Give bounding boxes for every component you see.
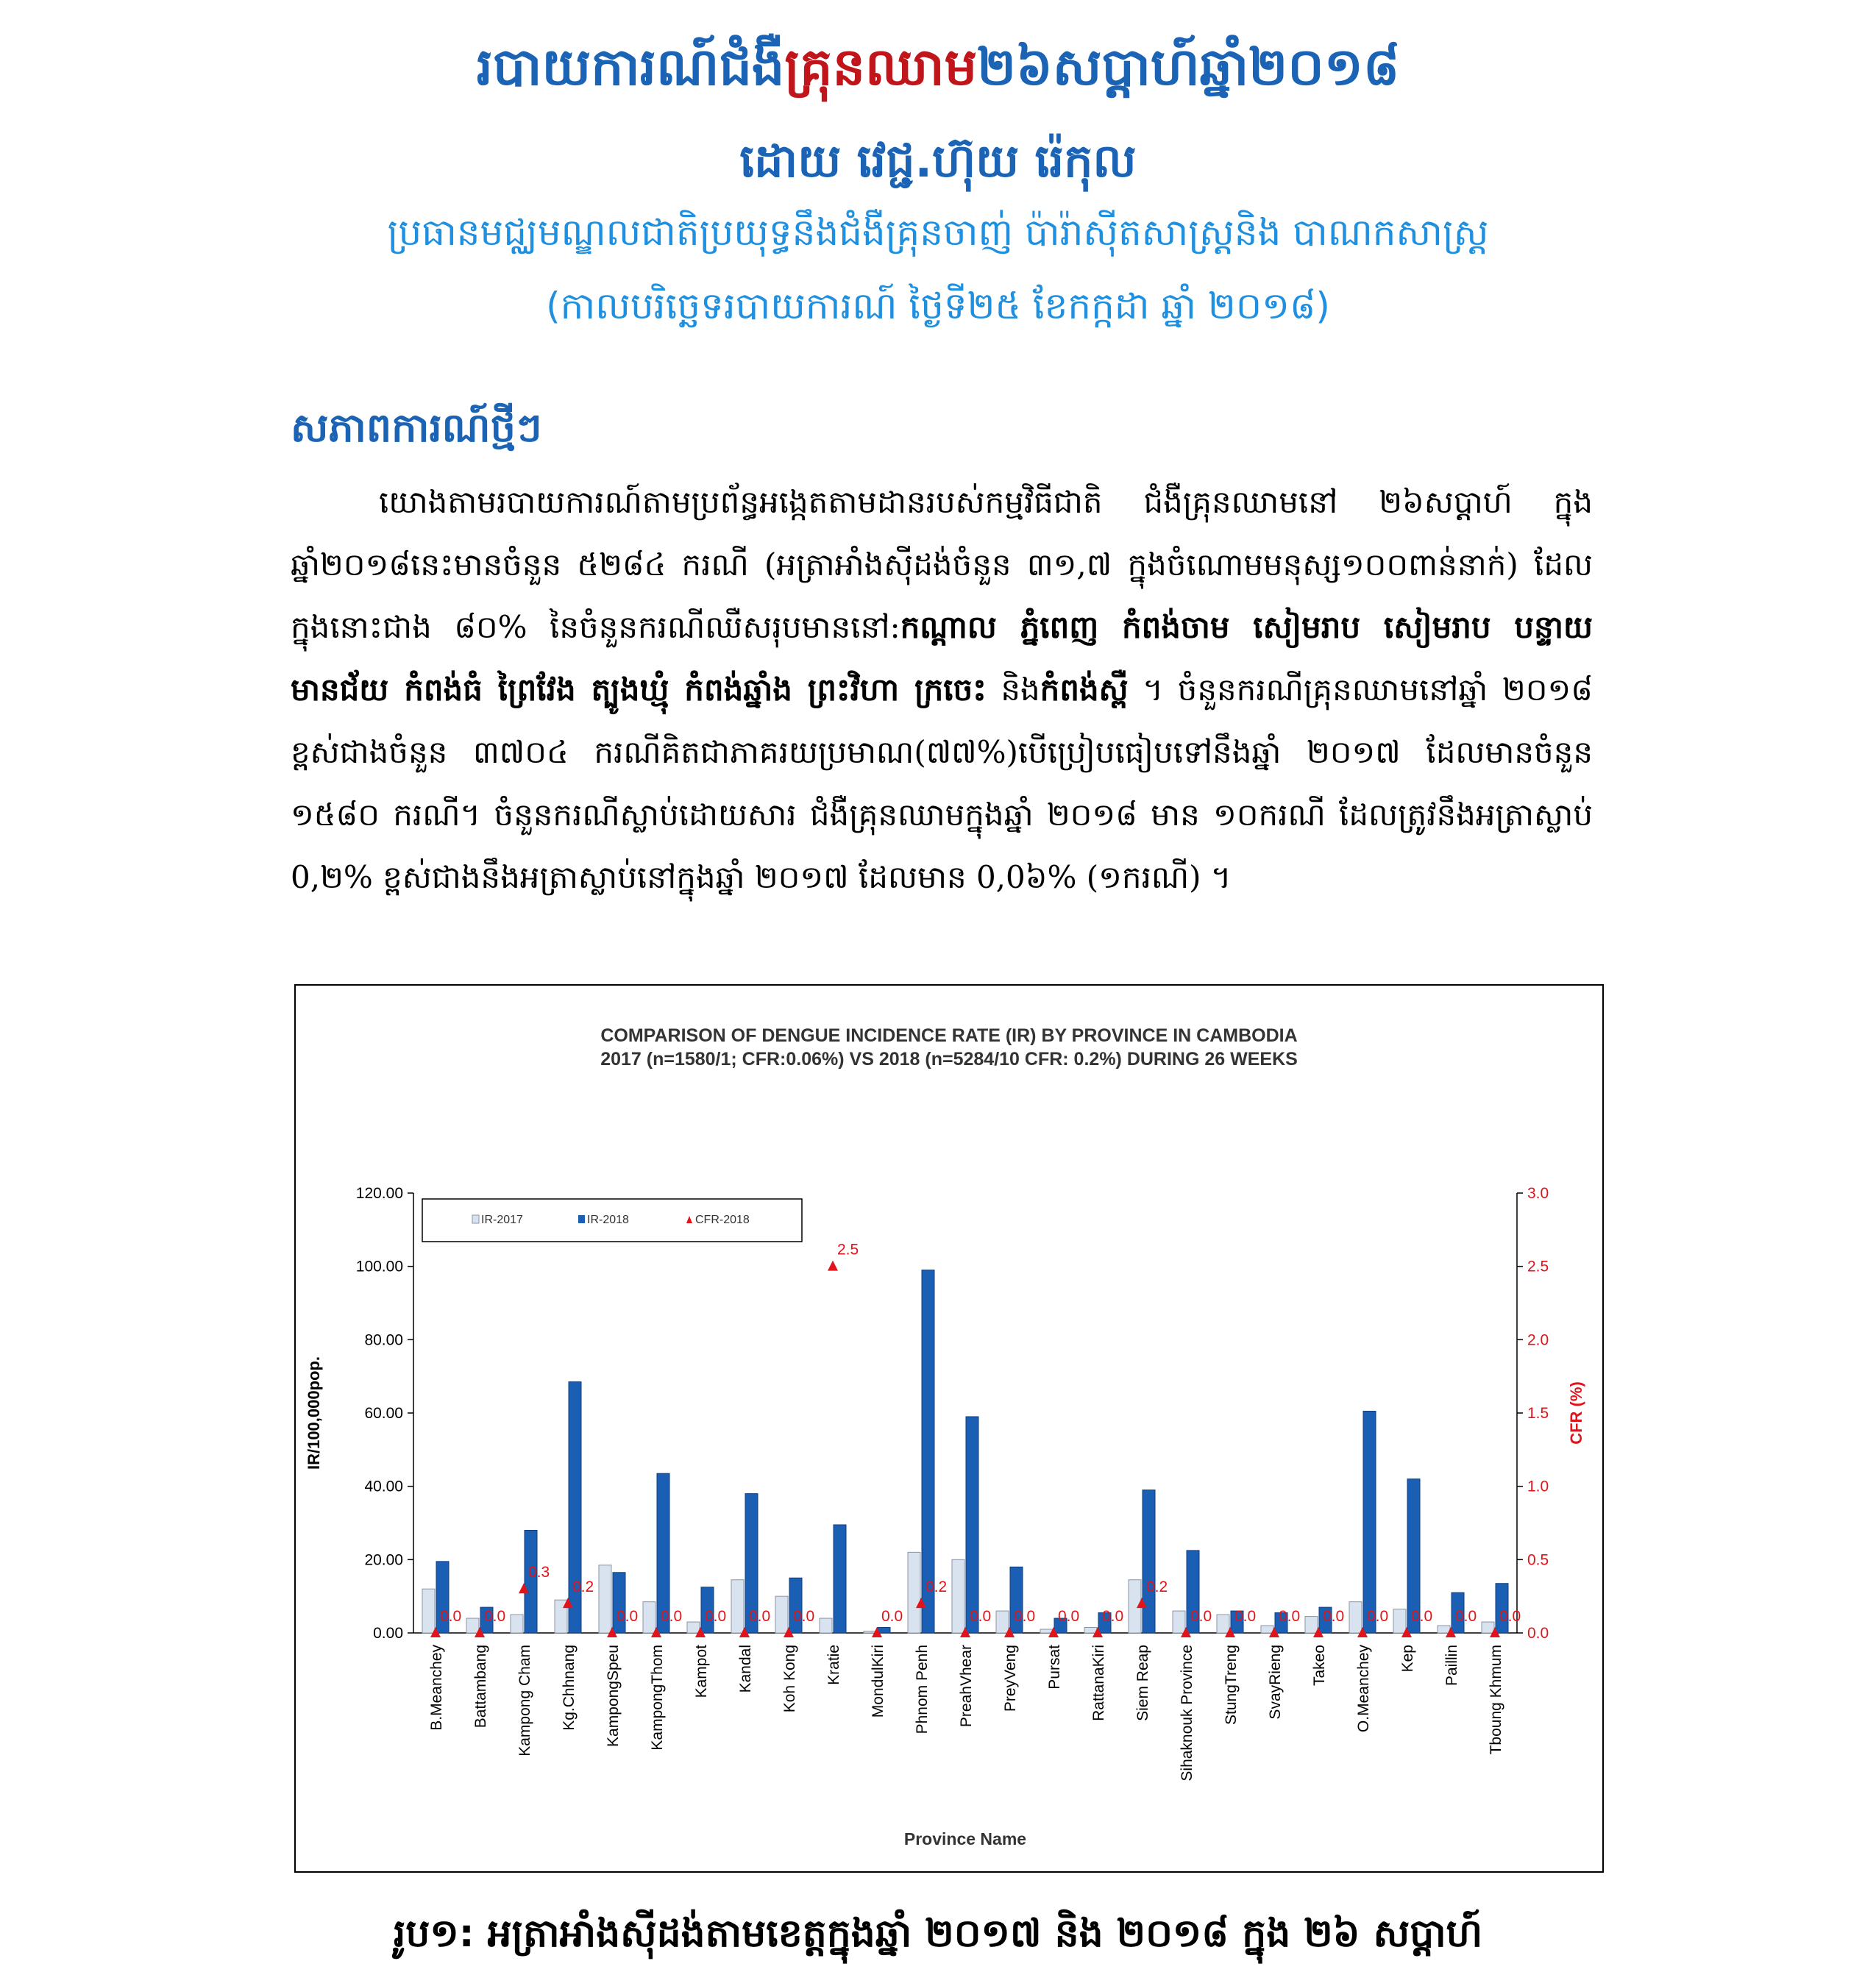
cfr-data-label: 0.0 xyxy=(1323,1608,1345,1625)
x-tick-label: Kg.Chhnang xyxy=(561,1645,578,1731)
x-tick-label: StungTreng xyxy=(1223,1645,1240,1725)
bar-ir-2017 xyxy=(643,1602,655,1633)
cfr-data-label: 0.0 xyxy=(1234,1608,1257,1625)
y2-tick-label: 0.5 xyxy=(1527,1551,1549,1569)
cfr-data-label: 0.0 xyxy=(1279,1608,1301,1625)
x-tick-label: Kep xyxy=(1399,1645,1416,1673)
x-tick-label: Koh Kong xyxy=(781,1645,798,1713)
chart-title-line-1: COMPARISON OF DENGUE INCIDENCE RATE (IR) BY PROVINCE IN CAMBODIA xyxy=(600,1025,1298,1046)
bar-ir-2017 xyxy=(1261,1626,1273,1633)
bar-ir-2017 xyxy=(1084,1628,1097,1633)
cfr-data-label: 0.0 xyxy=(1190,1608,1212,1625)
legend-swatch-ir-2018 xyxy=(578,1215,585,1223)
x-tick-label: Takeo xyxy=(1311,1645,1328,1687)
bar-ir-2017 xyxy=(422,1589,435,1633)
cfr-data-label: 0.0 xyxy=(705,1608,727,1625)
y2-tick-label: 0.0 xyxy=(1527,1625,1549,1642)
cfr-data-label: 0.0 xyxy=(749,1608,771,1625)
cfr-data-label: 0.0 xyxy=(440,1608,462,1625)
y2-tick-label: 1.0 xyxy=(1527,1478,1549,1495)
cfr-data-label: 0.2 xyxy=(1146,1579,1168,1596)
cfr-marker xyxy=(828,1261,838,1271)
bar-ir-2017 xyxy=(952,1559,964,1633)
x-tick-label: Kandal xyxy=(737,1645,754,1693)
report-date: (កាលបរិច្ឆេទរបាយការណ៍ ថ្ងៃទី២៥ ខែកក្កដា ឆ្នាំ ២០១៨) xyxy=(546,285,1330,327)
x-tick-label: KampongThom xyxy=(649,1645,666,1751)
cfr-data-label: 0.0 xyxy=(1411,1608,1433,1625)
x-tick-label: Paillin xyxy=(1443,1645,1460,1687)
x-tick-label: Siem Reap xyxy=(1134,1645,1151,1721)
bar-ir-2017 xyxy=(1173,1611,1185,1633)
legend-label-cfr-2018: CFR-2018 xyxy=(695,1214,750,1226)
body-text-and: និង xyxy=(986,672,1040,708)
chart-title-line-2: 2017 (n=1580/1; CFR:0.06%) VS 2018 (n=5284/10 CFR: 0.2%) DURING 26 WEEKS xyxy=(600,1049,1298,1069)
legend-swatch-ir-2017 xyxy=(472,1215,479,1223)
body-text-2: ។ ចំនួនករណីគ្រុនឈាមនៅឆ្នាំ ២០១៨ ខ្ពស់ជាងចំនួន ៣៧០៤ ករណីគិតជាភាគរយប្រមាណ(៧៧%)បើប្រៀបធៀបទៅនឹងឆ្នាំ ២០១៧ ដែលមានចំនួន ១៥៨០ ករណី។ ចំនួនករណីស្លាប់ដោយសារ ជំងឺគ្រុនឈាមក្នុងឆ្នាំ ២០១៨ មាន ១០ករណី ដែលត្រូវនឹងអត្រាស្លាប់ 0,២% ខ្ពស់ជាងនឹងអត្រាស្លាប់នៅក្នុងឆ្នាំ ២០១៧ ដែលមាន 0,0៦% (១ករណី) ។ xyxy=(291,672,1593,895)
x-tick-label: O.Meanchey xyxy=(1355,1645,1372,1733)
y2-tick-label: 2.5 xyxy=(1527,1258,1549,1275)
cfr-data-label: 0.2 xyxy=(925,1579,948,1596)
cfr-data-label: 0.0 xyxy=(970,1608,992,1625)
cfr-data-label: 0.0 xyxy=(1367,1608,1389,1625)
x-tick-label: Kratie xyxy=(825,1645,842,1685)
y-tick-label: 60.00 xyxy=(364,1405,403,1422)
x-tick-label: PreyVeng xyxy=(1002,1645,1019,1712)
x-tick-label: Kampot xyxy=(693,1645,710,1698)
bar-ir-2017 xyxy=(820,1618,832,1633)
y-tick-label: 40.00 xyxy=(364,1478,403,1495)
y-tick-label: 120.00 xyxy=(355,1185,403,1202)
cfr-data-label: 0.0 xyxy=(484,1608,506,1625)
cfr-data-label: 0.3 xyxy=(528,1564,550,1581)
x-tick-label: KampongSpeu xyxy=(605,1645,622,1747)
y2-tick-label: 1.5 xyxy=(1527,1405,1549,1422)
body-text-provinces: កណ្តាល ភ្នំពេញ កំពង់ចាម សៀមរាប សៀមរាប បន្ទាយមានជ័យ កំពង់ធំ ព្រៃវែង ត្បូងឃ្មុំ កំពង់ឆ្នាំង ព្រះវិហា ក្រចេះ xyxy=(291,609,1593,708)
x-tick-label: MondulKiri xyxy=(870,1645,887,1718)
legend-label-ir-2017: IR-2017 xyxy=(481,1214,523,1226)
x-tick-label: PreahVhear xyxy=(958,1645,975,1728)
bar-ir-2017 xyxy=(1349,1602,1362,1633)
x-tick-label: Pursat xyxy=(1046,1645,1063,1690)
cfr-data-label: 0.0 xyxy=(661,1608,683,1625)
author-position: ប្រធានមជ្ឈមណ្ឌលជាតិប្រយុទ្ធនឹងជំងឺគ្រុនចាញ់ ប៉ារ៉ាស៊ីតសាស្ត្រនិង បាណកសាស្ត្រ xyxy=(387,211,1489,254)
x-tick-label: B.Meanchey xyxy=(428,1645,445,1731)
bar-ir-2017 xyxy=(511,1615,523,1633)
bar-ir-2018 xyxy=(525,1530,537,1633)
bar-ir-2017 xyxy=(731,1580,744,1633)
bar-ir-2018 xyxy=(966,1417,978,1633)
cfr-data-label: 0.0 xyxy=(1499,1608,1521,1625)
x-tick-label: Phnom Penh xyxy=(914,1645,931,1734)
title-part-3: ២៦សប្តាហ៍ឆ្នាំ២០១៨ xyxy=(977,37,1400,97)
x-tick-label: RattanaKiri xyxy=(1090,1645,1107,1721)
bar-ir-2018 xyxy=(834,1525,846,1633)
cfr-data-label: 2.5 xyxy=(837,1241,859,1259)
title-part-1: របាយការណ៍ជំងឺ xyxy=(476,37,785,97)
bar-ir-2017 xyxy=(1482,1622,1494,1633)
bar-ir-2017 xyxy=(687,1622,700,1633)
bar-ir-2018 xyxy=(878,1628,890,1633)
x-axis-label: Province Name xyxy=(903,1829,1027,1848)
title-part-2: គ្រុនឈាម xyxy=(784,37,978,97)
figure-caption: រូប១: អត្រាអាំងស៊ីដង់តាមខេត្តក្នុងឆ្នាំ ២០១៧ និង ២០១៨ ក្នុង ២៦ សប្តាហ៍ xyxy=(393,1912,1483,1956)
y-tick-label: 20.00 xyxy=(364,1551,403,1569)
y-tick-label: 80.00 xyxy=(364,1331,403,1349)
bar-ir-2017 xyxy=(599,1565,611,1633)
x-tick-label: Sihaknouk Province xyxy=(1179,1645,1195,1782)
dengue-chart xyxy=(296,986,1602,1871)
y2-tick-label: 3.0 xyxy=(1527,1185,1549,1202)
y2-tick-label: 2.0 xyxy=(1527,1331,1549,1349)
cfr-data-label: 0.0 xyxy=(1014,1608,1036,1625)
cfr-data-label: 0.0 xyxy=(1058,1608,1080,1625)
bar-ir-2017 xyxy=(996,1611,1009,1633)
bar-ir-2017 xyxy=(1393,1609,1406,1633)
bar-ir-2018 xyxy=(1363,1412,1376,1633)
section-heading: សភាពការណ៍ថ្មីៗ xyxy=(291,405,542,451)
body-text-1: យោងតាមរបាយការណ៍តាមប្រព័ន្ធអង្កេតតាមដានរបស់កម្មវិធីជាតិ ជំងឺគ្រុនឈាមនៅ ២៦សប្តាហ៍ ក្នុងឆ្នាំ២០១៨នេះមានចំនួន ៥២៨៤ ករណី (អត្រាអាំងស៊ីដង់ចំនួន ៣១,៧ ក្នុងចំណោមមនុស្ស១០០ពាន់នាក់) ដែលក្នុងនោះជាង ៨០% នៃចំនួនករណីឈឺសរុបមាននៅ: xyxy=(291,484,1593,645)
y-tick-label: 100.00 xyxy=(355,1258,403,1275)
cfr-data-label: 0.0 xyxy=(793,1608,815,1625)
bar-ir-2017 xyxy=(466,1618,479,1633)
bar-ir-2017 xyxy=(775,1596,788,1633)
bar-ir-2017 xyxy=(1217,1615,1229,1633)
chart-frame xyxy=(294,984,1604,1873)
body-text-province-last: កំពង់ស្ពឺ xyxy=(1040,672,1129,708)
x-tick-label: Battambang xyxy=(472,1645,489,1729)
legend-label-ir-2018: IR-2018 xyxy=(587,1214,629,1226)
y2-axis-label: CFR (%) xyxy=(1567,1381,1585,1445)
cfr-data-label: 0.0 xyxy=(1455,1608,1477,1625)
y-axis-label: IR/100,000pop. xyxy=(305,1356,323,1470)
bar-ir-2018 xyxy=(1143,1490,1155,1633)
body-paragraph xyxy=(291,471,1593,908)
x-tick-label: Kampong Cham xyxy=(516,1645,533,1757)
y-tick-label: 0.00 xyxy=(373,1625,403,1642)
cfr-data-label: 0.0 xyxy=(881,1608,903,1625)
cfr-data-label: 0.0 xyxy=(617,1608,639,1625)
bar-ir-2017 xyxy=(908,1552,920,1633)
bar-ir-2017 xyxy=(1438,1626,1450,1633)
author-line: ដោយ វេជ្ជ.ហ៊ុយ រ៉េកុល xyxy=(739,134,1137,188)
report-title xyxy=(0,35,1876,110)
bar-ir-2017 xyxy=(1305,1617,1318,1633)
cfr-data-label: 0.2 xyxy=(572,1579,594,1596)
x-tick-label: SvayRieng xyxy=(1267,1645,1284,1720)
cfr-data-label: 0.0 xyxy=(1102,1608,1124,1625)
x-tick-label: Tboung Khmum xyxy=(1488,1645,1504,1755)
